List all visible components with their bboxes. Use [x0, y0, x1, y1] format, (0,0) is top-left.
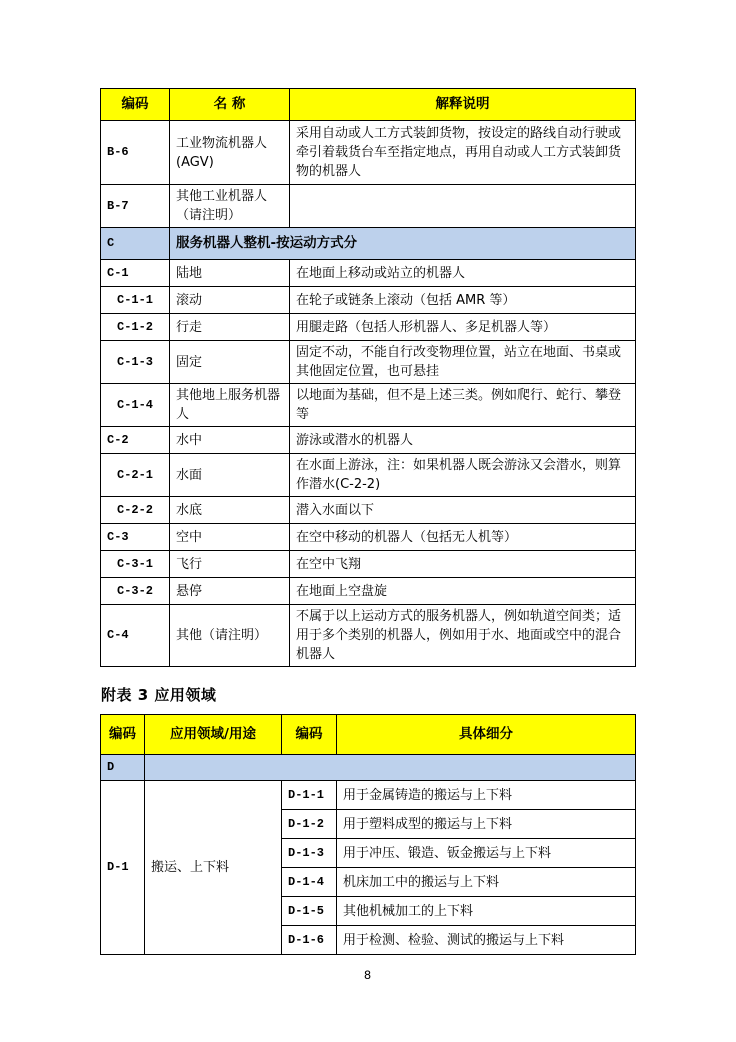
row-desc: 用腿走路（包括人形机器人、多足机器人等） [290, 314, 636, 341]
row-desc: 在轮子或链条上滚动（包括 AMR 等） [290, 287, 636, 314]
row-code: D-1-1 [282, 781, 337, 810]
row-desc: 其他机械加工的上下料 [337, 897, 636, 926]
row-desc: 在空中飞翔 [290, 551, 636, 578]
table-row-c1-2 [101, 314, 636, 341]
table-row-c3-2 [101, 578, 636, 605]
section-code: C [101, 228, 170, 260]
row-name: 悬停 [170, 578, 290, 605]
table-row-c2-2 [101, 497, 636, 524]
table2-header-row [101, 715, 636, 755]
t2-header-code2: 编码 [282, 715, 337, 755]
row-name: 工业物流机器人(AGV) [170, 121, 290, 185]
row-code: B-6 [101, 121, 170, 185]
row-name: 固定 [170, 341, 290, 384]
row-desc: 机床加工中的搬运与上下料 [337, 868, 636, 897]
group-code: D-1 [101, 781, 145, 955]
table1-header-row [101, 89, 636, 121]
row-name: 水中 [170, 427, 290, 454]
row-name: 空中 [170, 524, 290, 551]
row-code: C-1-3 [101, 341, 170, 384]
row-name: 其他工业机器人（请注明） [170, 185, 290, 228]
row-name: 其他（请注明） [170, 605, 290, 667]
t1-header-name: 名 称 [170, 89, 290, 121]
row-code: C-1 [101, 260, 170, 287]
table-row-c1-3 [101, 341, 636, 384]
appendix-table3-title: 附表 3 应用领域 [101, 686, 217, 704]
table-row-c2 [101, 427, 636, 454]
table-row-c2-1 [101, 454, 636, 497]
row-desc: 采用自动或人工方式装卸货物，按设定的路线自动行驶或牵引着载货台车至指定地点，再用自动或人工方式装卸货物的机器人 [290, 121, 636, 185]
row-desc: 不属于以上运动方式的服务机器人，例如轨道空间类；适用于多个类别的机器人，例如用于水、地面或空中的混合机器人 [290, 605, 636, 667]
row-code: C-3 [101, 524, 170, 551]
row-code: D-1-2 [282, 810, 337, 839]
t1-header-desc: 解释说明 [290, 89, 636, 121]
row-desc: 以地面为基础，但不是上述三类。例如爬行、蛇行、攀登等 [290, 384, 636, 427]
table-row-c1-4 [101, 384, 636, 427]
table-row-c1 [101, 260, 636, 287]
row-desc: 在水面上游泳，注：如果机器人既会游泳又会潜水，则算作潜水(C-2-2) [290, 454, 636, 497]
row-code: C-2 [101, 427, 170, 454]
t2-header-detail: 具体细分 [337, 715, 636, 755]
row-code: C-1-1 [101, 287, 170, 314]
robot-classification-table [100, 88, 636, 667]
table-row-c4 [101, 605, 636, 667]
row-desc: 在地面上移动或站立的机器人 [290, 260, 636, 287]
row-name: 陆地 [170, 260, 290, 287]
row-code: C-2-1 [101, 454, 170, 497]
t1-header-code: 编码 [101, 89, 170, 121]
row-desc: 固定不动，不能自行改变物理位置，站立在地面、书桌或其他固定位置，也可悬挂 [290, 341, 636, 384]
row-desc: 在地面上空盘旋 [290, 578, 636, 605]
row-code: C-1-4 [101, 384, 170, 427]
row-desc [290, 185, 636, 228]
row-desc: 用于塑料成型的搬运与上下料 [337, 810, 636, 839]
row-code: B-7 [101, 185, 170, 228]
row-name: 其他地上服务机器人 [170, 384, 290, 427]
row-desc: 潜入水面以下 [290, 497, 636, 524]
row-name: 水底 [170, 497, 290, 524]
section-title: 服务机器人整机-按运动方式分 [170, 228, 636, 260]
table-row-c3-1 [101, 551, 636, 578]
row-desc: 游泳或潜水的机器人 [290, 427, 636, 454]
row-desc: 在空中移动的机器人（包括无人机等） [290, 524, 636, 551]
table-row-b7 [101, 185, 636, 228]
section-row-c [101, 228, 636, 260]
row-code: C-3-1 [101, 551, 170, 578]
row-code: D-1-6 [282, 926, 337, 955]
row-code: C-3-2 [101, 578, 170, 605]
row-desc: 用于检测、检验、测试的搬运与上下料 [337, 926, 636, 955]
row-name: 水面 [170, 454, 290, 497]
table-row-c1-1 [101, 287, 636, 314]
table-row-d1-1 [101, 781, 636, 810]
row-code: C-4 [101, 605, 170, 667]
row-code: C-1-2 [101, 314, 170, 341]
row-name: 滚动 [170, 287, 290, 314]
t2-header-field: 应用领域/用途 [145, 715, 282, 755]
row-desc: 用于冲压、锻造、钣金搬运与上下料 [337, 839, 636, 868]
group-name: 搬运、上下料 [145, 781, 282, 955]
table-row-c3 [101, 524, 636, 551]
row-desc: 用于金属铸造的搬运与上下料 [337, 781, 636, 810]
row-name: 行走 [170, 314, 290, 341]
row-name: 飞行 [170, 551, 290, 578]
row-code: D-1-4 [282, 868, 337, 897]
t2-header-code1: 编码 [101, 715, 145, 755]
section-code: D [101, 755, 145, 781]
section-row-d [101, 755, 636, 781]
application-fields-table [100, 714, 636, 955]
row-code: C-2-2 [101, 497, 170, 524]
page-number: 8 [363, 968, 372, 982]
table-row-b6 [101, 121, 636, 185]
section-spacer [145, 755, 636, 781]
row-code: D-1-5 [282, 897, 337, 926]
row-code: D-1-3 [282, 839, 337, 868]
